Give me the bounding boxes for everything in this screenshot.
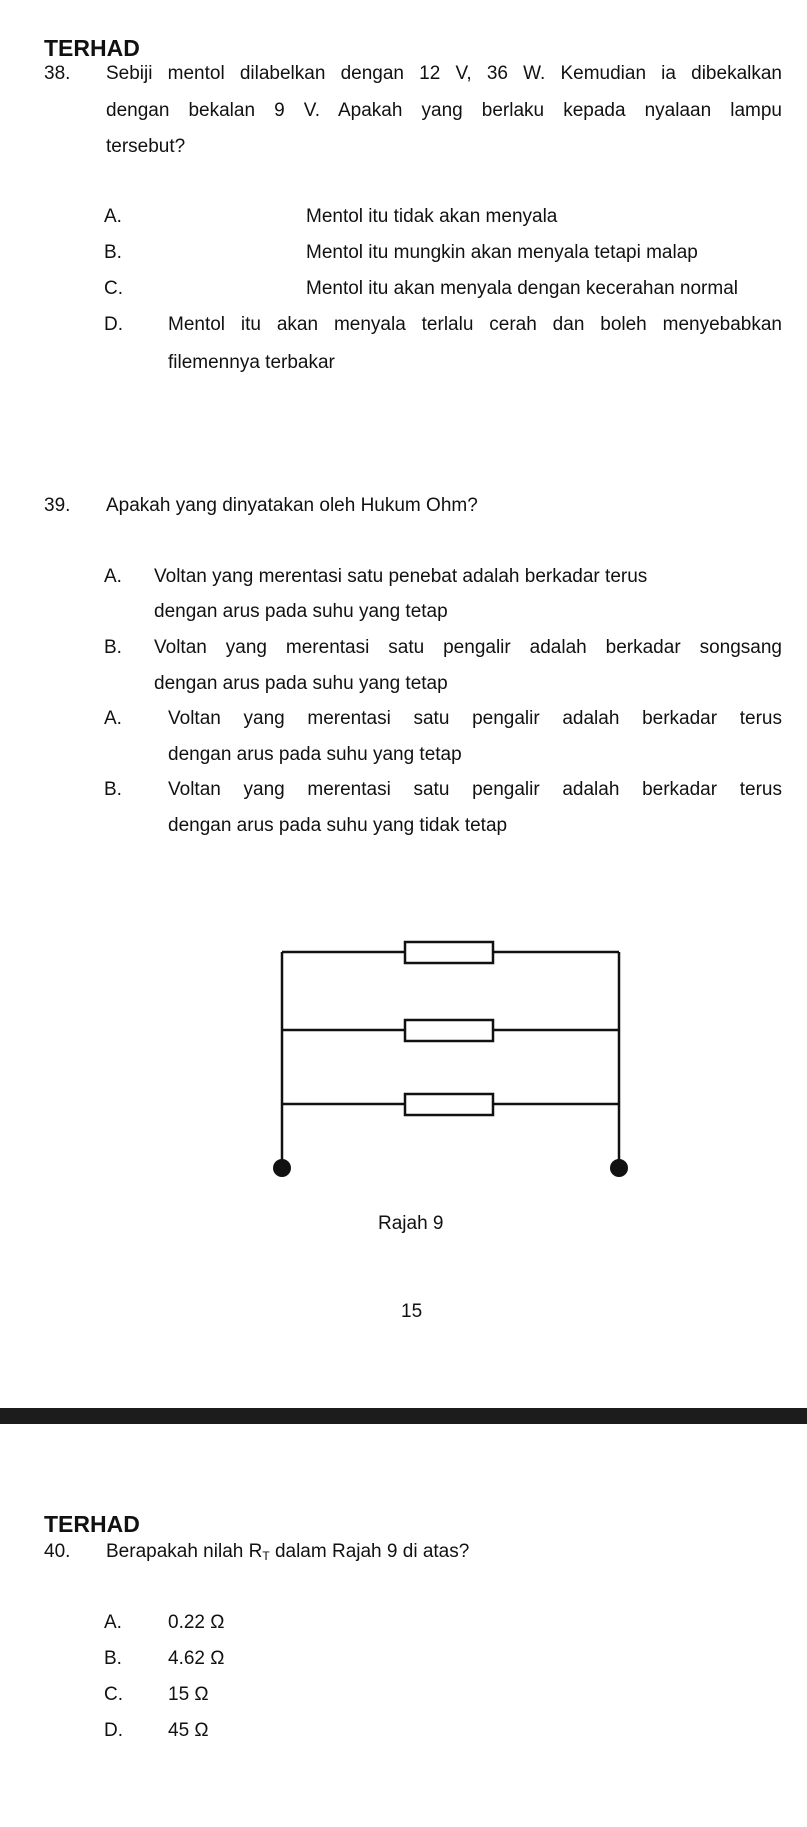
q39-question: Apakah yang dinyatakan oleh Hukum Ohm? (106, 495, 478, 516)
q39-option-4-line-2: dengan arus pada suhu yang tidak tetap (168, 815, 508, 836)
q40-option-b-letter: B. (104, 1648, 122, 1669)
q38-option-a-letter: A. (104, 206, 122, 227)
q39-option-4-letter: B. (104, 779, 122, 800)
resistor-middle (405, 1020, 493, 1041)
q39-option-1-letter: A. (104, 566, 122, 587)
q39-option-2-line-2: dengan arus pada suhu yang tetap (154, 673, 448, 694)
terminal-right (610, 1159, 628, 1177)
terminal-left (273, 1159, 291, 1177)
q38-line-3: tersebut? (106, 136, 186, 157)
q38-line-1: Sebiji mentol dilabelkan dengan 12 V, 36 W. Kemudian ia dibekalkan (106, 63, 782, 84)
q39-option-3-line-1: Voltan yang merentasi satu pengalir adalah berkadar terus (168, 708, 782, 729)
q40-option-d-text: 45 Ω (168, 1720, 209, 1741)
q40-option-c-letter: C. (104, 1684, 123, 1705)
q40-number: 40. (44, 1541, 71, 1562)
figure-caption: Rajah 9 (378, 1213, 444, 1234)
page-separator (0, 1408, 807, 1424)
q40-question-subscript: T (262, 1549, 270, 1563)
q40-option-c-text: 15 Ω (168, 1684, 209, 1705)
q38-option-d-line-2: filemennya terbakar (168, 352, 335, 373)
q40-question (106, 1541, 469, 1567)
q38-line-2: dengan bekalan 9 V. Apakah yang berlaku kepada nyalaan lampu (106, 100, 782, 121)
q40-option-a-text: 0.22 Ω (168, 1612, 225, 1633)
q39-option-1-line-2: dengan arus pada suhu yang tetap (154, 601, 448, 622)
q38-option-b-text: Mentol itu mungkin akan menyala tetapi malap (306, 242, 698, 263)
q38-option-b-letter: B. (104, 242, 122, 263)
q38-number: 38. (44, 63, 71, 84)
q39-option-3-line-2: dengan arus pada suhu yang tetap (168, 744, 462, 765)
q40-question-after: dalam Rajah 9 di atas? (269, 1541, 470, 1562)
q38-option-d-line-1: Mentol itu akan menyala terlalu cerah dan boleh menyebabkan (168, 314, 782, 335)
header-restricted: TERHAD (44, 35, 140, 61)
q40-question-before: Berapakah nilah R (106, 1541, 263, 1562)
header-restricted-page-2: TERHAD (44, 1511, 140, 1537)
q38-option-c-text: Mentol itu akan menyala dengan kecerahan normal (306, 278, 738, 299)
q38-option-c-letter: C. (104, 278, 123, 299)
q40-option-a-letter: A. (104, 1612, 122, 1633)
page-number: 15 (401, 1301, 423, 1322)
resistor-top (405, 942, 493, 963)
q39-option-3-letter: A. (104, 708, 122, 729)
q39-option-2-line-1: Voltan yang merentasi satu pengalir adalah berkadar songsang (154, 637, 782, 658)
q38-option-d-letter: D. (104, 314, 123, 335)
q39-number: 39. (44, 495, 71, 516)
q40-option-d-letter: D. (104, 1720, 123, 1741)
resistor-bottom (405, 1094, 493, 1115)
circuit-diagram (255, 930, 640, 1182)
q39-option-1-line-1: Voltan yang merentasi satu penebat adalah berkadar terus (154, 566, 648, 587)
q39-option-4-line-1: Voltan yang merentasi satu pengalir adalah berkadar terus (168, 779, 782, 800)
q40-option-b-text: 4.62 Ω (168, 1648, 225, 1669)
q39-option-2-letter: B. (104, 637, 122, 658)
q38-option-a-text: Mentol itu tidak akan menyala (306, 206, 558, 227)
